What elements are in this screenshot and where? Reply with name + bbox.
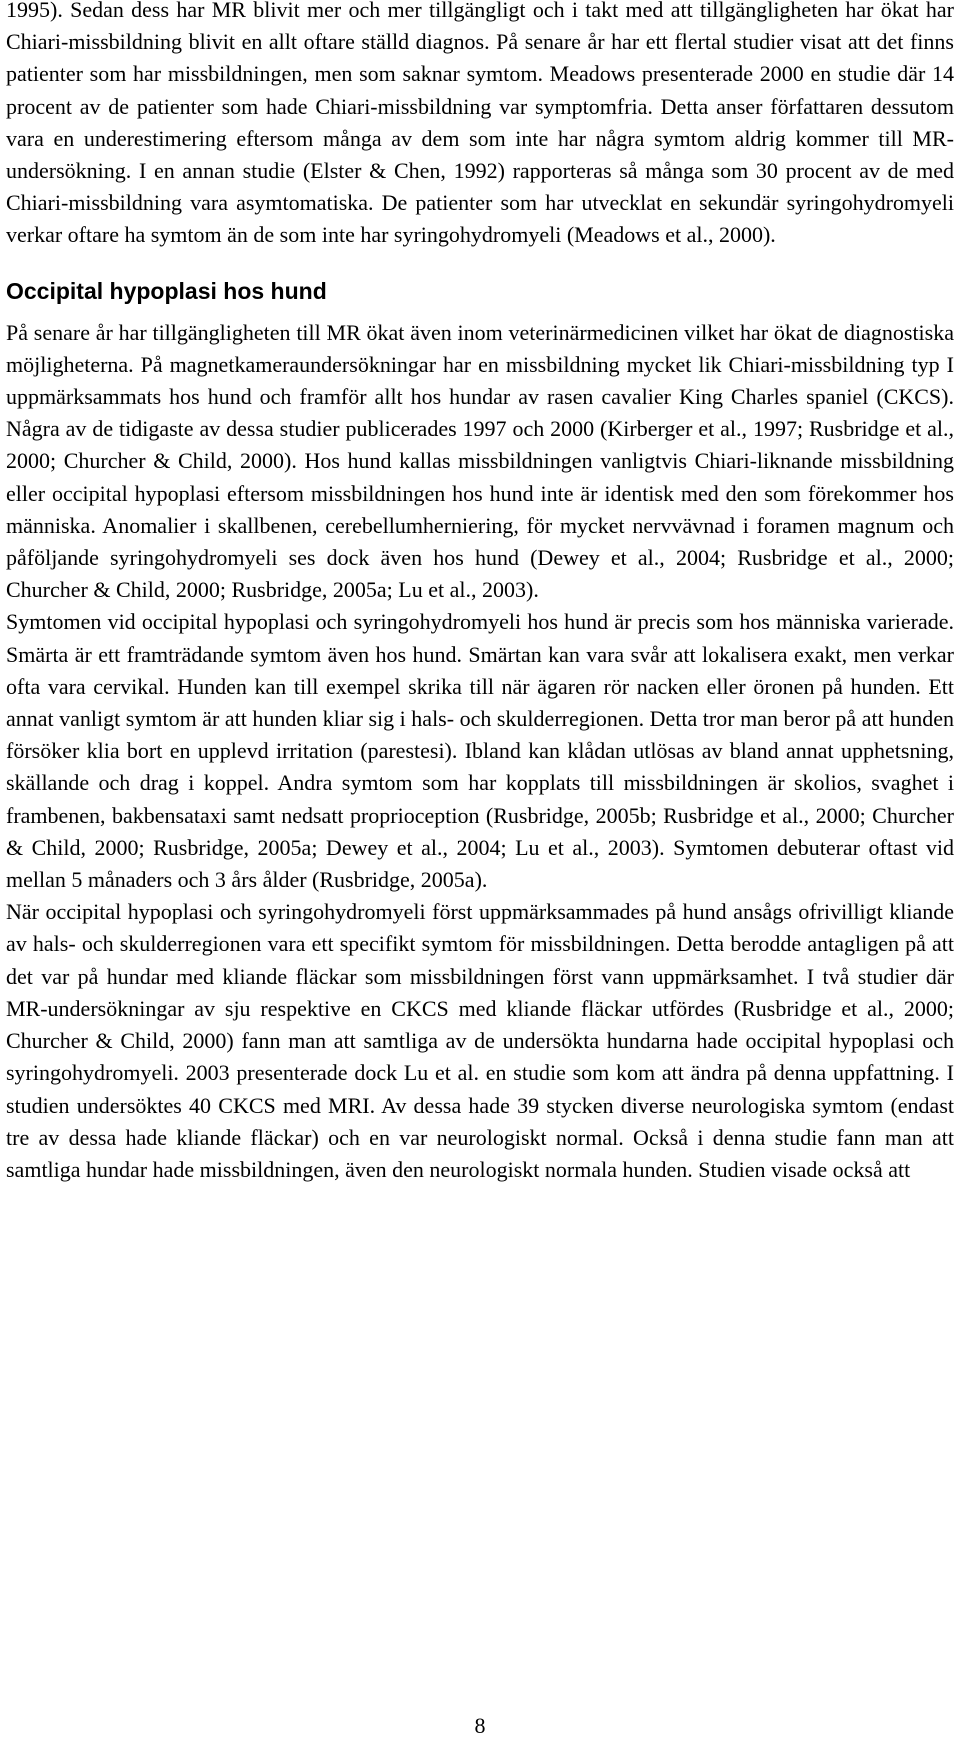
section-heading: Occipital hypoplasi hos hund — [6, 277, 327, 304]
paragraph-2: Symtomen vid occipital hypoplasi och syringohydromyeli hos hund är precis som hos människa varierade. Smärta är ett framträdande symtom även hos hund. Smärtan kan vara svår att lokalisera exakt, men verkar ofta vara cervikal. Hunden kan till exempel skrika till när ägaren rör nacken eller öronen på hunden. Ett annat vanligt symtom är att hunden kliar sig i hals- och skulderregionen. Detta tror man beror på att hunden försöker klia bort en upplevd irritation (parestesi). Ibland kan klådan utlösas av bland annat upphetsning, skällande och drag i koppel. Andra symtom som har kopplats till missbildningen är skolios, svaghet i frambenen, bakbensataxi samt nedsatt proprioception (Rusbridge, 2005b; Rusbridge et al., 2000; Churcher & Child, 2000; Rusbridge, 2005a; Dewey et al., 2004; Lu et al., 2003). Symtomen debuterar oftast vid mellan 5 månaders och 3 års ålder (Rusbridge, 2005a). — [6, 609, 954, 893]
paragraph-3: När occipital hypoplasi och syringohydromyeli först uppmärksammades på hund ansågs ofrivilligt kliande av hals- och skulderregionen vara ett specifikt symtom för missbildningen. Detta berodde antagligen på att det var på hundar med kliande fläckar som missbildningen först vann uppmärksamhet. I två studier där MR-undersökningar av sju respektive en CKCS med kliande fläckar utfördes (Rusbridge et al., 2000; Churcher & Child, 2000) fann man att samtliga av de undersökta hundarna hade occipital hypoplasi och syringohydromyeli. 2003 presenterade dock Lu et al. en studie som kom att ändra på denna uppfattning. I studien undersöktes 40 CKCS med MRI. Av dessa hade 39 stycken diverse neurologiska symtom (endast tre av dessa hade kliande fläckar) och en var neurologiskt normal. Också i denna studie fann man att samtliga hundar hade missbildningen, även den neurologiskt normala hunden. Studien visade också att — [6, 899, 954, 1182]
document-page — [6, 0, 954, 1186]
paragraph-1: På senare år har tillgängligheten till MR ökat även inom veterinärmedicinen vilket har ökat de diagnostiska möjligheterna. På magnetkameraundersökningar har en missbildning mycket lik Chiari-missbildning typ I uppmärksammats hos hund och framför allt hos hundar av rasen cavalier King Charles spaniel (CKCS). Några av de tidigaste av dessa studier publicerades 1997 och 2000 (Kirberger et al., 1997; Rusbridge et al., 2000; Churcher & Child, 2000). Hos hund kallas missbildningen vanligtvis Chiari-liknande missbildning eller occipital hypoplasi eftersom missbildningen hos hund inte är identisk med den som förekommer hos människa. Anomalier i skallbenen, cerebellumherniering, för mycket nervvävnad i foramen magnum och påföljande syringohydromyeli ses dock även hos hund (Dewey et al., 2004; Rusbridge et al., 2000; Churcher & Child, 2000; Rusbridge, 2005a; Lu et al., 2003). — [6, 319, 954, 603]
page-number: 8 — [474, 1713, 486, 1738]
paragraph-intro: 1995). Sedan dess har MR blivit mer och mer tillgängligt och i takt med att tillgängligheten har ökat har Chiari-missbildning blivit en allt oftare ställd diagnos. På senare år har ett flertal studier visat att det finns patienter som har missbildningen, men som saknar symtom. Meadows presenterade 2000 en studie där 14 procent av de patienter som hade Chiari-missbildning var symptomfria. Detta anser författaren dessutom vara en underestimering eftersom många av dem som inte har några symtom aldrig kommer till MR-undersökning. I en annan studie (Elster & Chen, 1992) rapporteras så många som 30 procent av de med Chiari-missbildning vara asymtomatiska. De patienter som har utvecklat en sekundär syringohydromyeli verkar oftare ha symtom än de som inte har syringohydromyeli (Meadows et al., 2000). — [6, 0, 954, 248]
